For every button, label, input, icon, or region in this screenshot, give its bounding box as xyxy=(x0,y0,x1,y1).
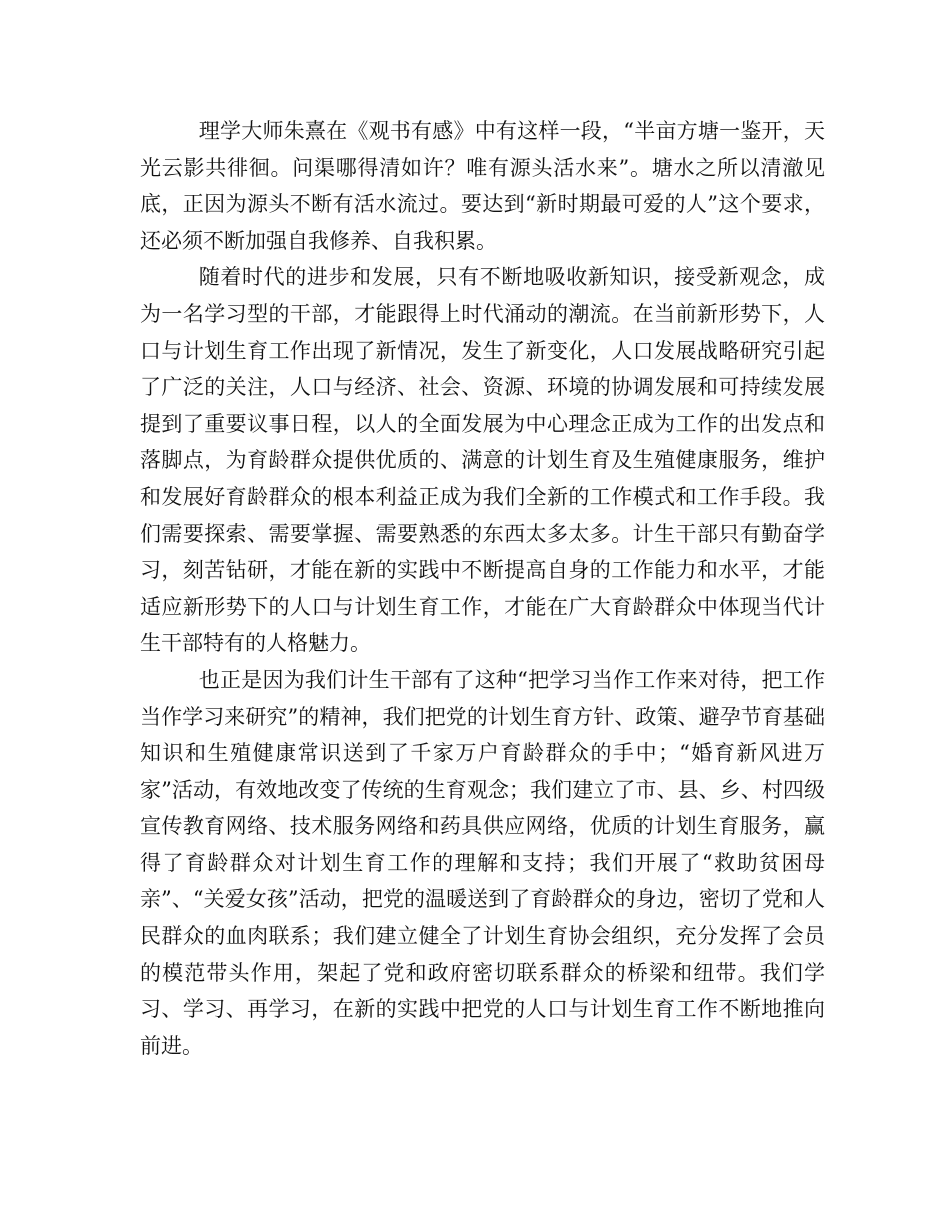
paragraph-1: 理学大师朱熹在《观书有感》中有这样一段，“半亩方塘一鉴开，天光云影共徘徊。问渠哪得清如许？唯有源头活水来”。塘水之所以清澈见底，正因为源头不断有活水流过。要达到“新时期最可爱的人”这个要求，还必须不断加强自我修养、自我积累。 xyxy=(140,119,825,253)
document-body xyxy=(140,113,825,1064)
paragraph-2: 随着时代的进步和发展，只有不断地吸收新知识，接受新观念，成为一名学习型的干部，才能跟得上时代涌动的潮流。在当前新形势下，人口与计划生育工作出现了新情况，发生了新变化，人口发展战略研究引起了广泛的关注，人口与经济、社会、资源、环境的协调发展和可持续发展提到了重要议事日程，以人的全面发展为中心理念正成为工作的出发点和落脚点，为育龄群众提供优质的、满意的计划生育及生殖健康服务，维护和发展好育龄群众的根本利益正成为我们全新的工作模式和工作手段。我们需要探索、需要掌握、需要熟悉的东西太多太多。计生干部只有勤奋学习，刻苦钻研，才能在新的实践中不断提高自身的工作能力和水平，才能适应新形势下的人口与计划生育工作，才能在广大育龄群众中体现当代计生干部特有的人格魅力。 xyxy=(140,265,825,656)
paragraph-3: 也正是因为我们计生干部有了这种“把学习当作工作来对待，把工作当作学习来研究”的精神，我们把党的计划生育方针、政策、避孕节育基础知识和生殖健康常识送到了千家万户育龄群众的手中；“婚育新风进万家”活动，有效地改变了传统的生育观念；我们建立了市、县、乡、村四级宣传教育网络、技术服务网络和药具供应网络，优质的计划生育服务，赢得了育龄群众对计划生育工作的理解和支持；我们开展了“救助贫困母亲”、“关爱女孩”活动，把党的温暖送到了育龄群众的身边，密切了党和人民群众的血肉联系；我们建立健全了计划生育协会组织，充分发挥了会员的模范带头作用，架起了党和政府密切联系群众的桥梁和纽带。我们学习、学习、再学习，在新的实践中把党的人口与计划生育工作不断地推向前进。 xyxy=(140,667,825,1058)
